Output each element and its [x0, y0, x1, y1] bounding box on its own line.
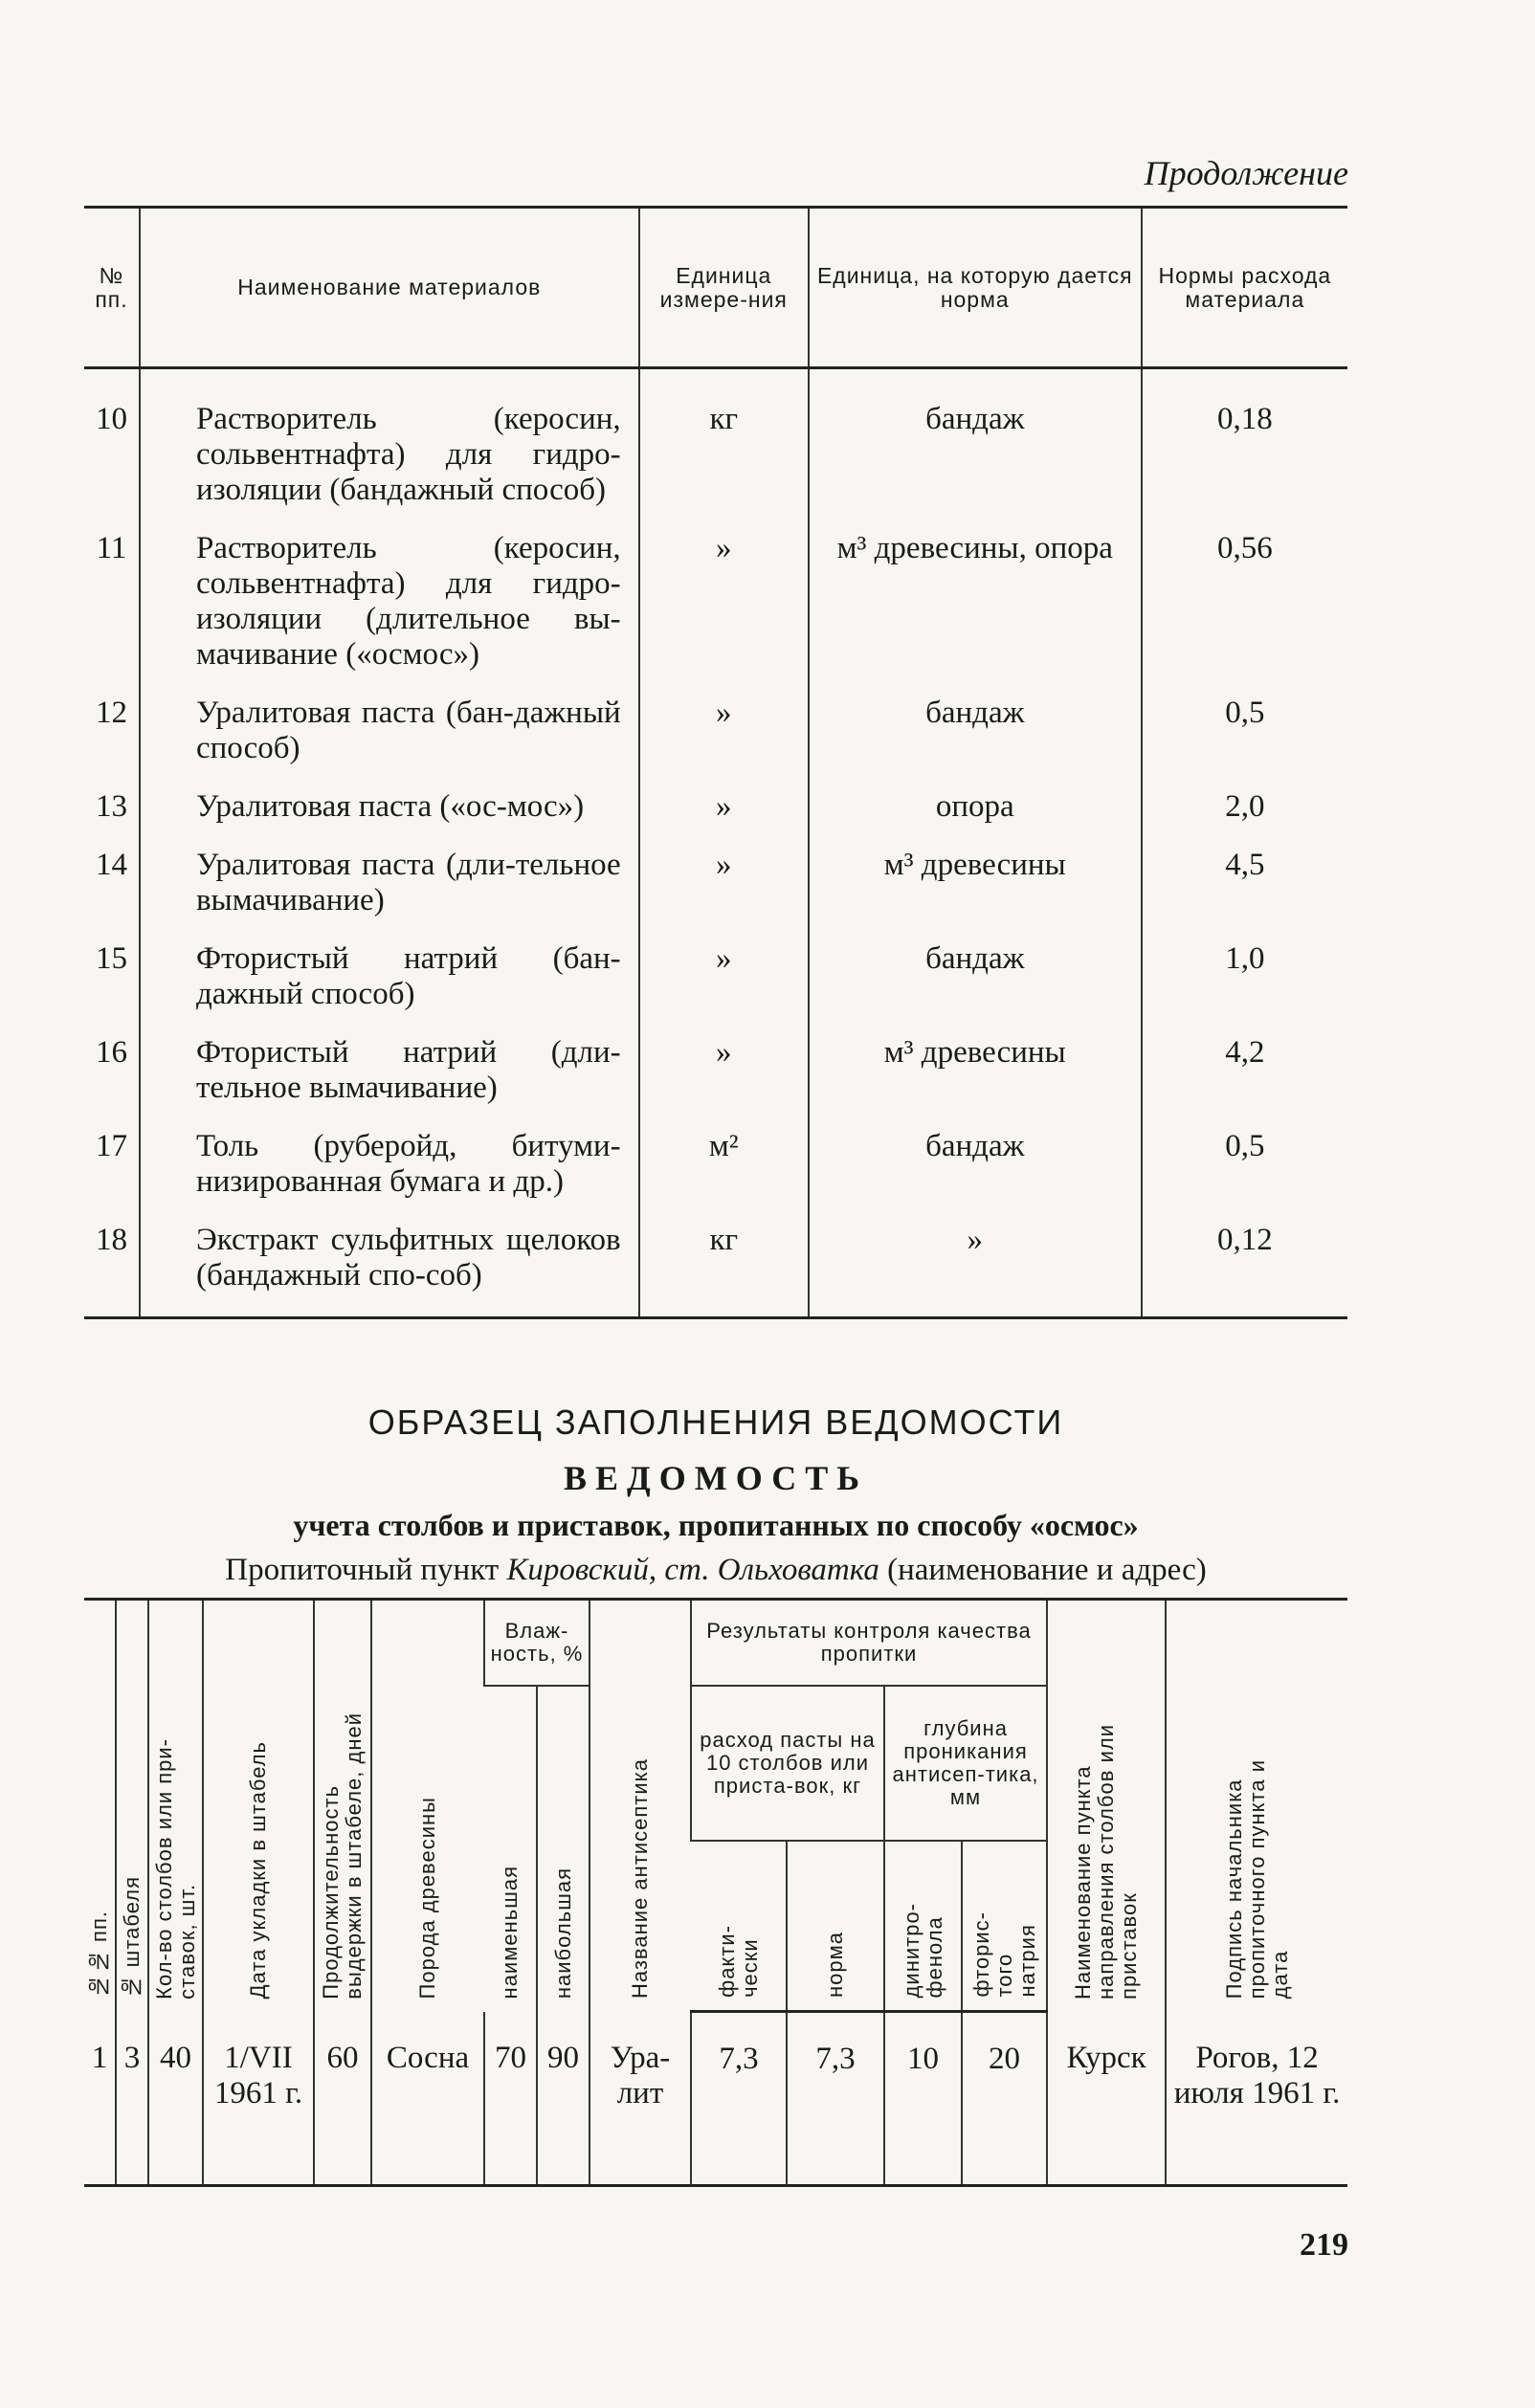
row-norm: 1,0: [1142, 941, 1347, 1035]
header-destination: Наименование пункта направления столбов или приставок: [1047, 1600, 1166, 2012]
row-norm: 0,12: [1142, 1223, 1347, 1318]
cell-dinitrophenol: 10: [884, 2012, 962, 2186]
row-norm: 2,0: [1142, 789, 1347, 848]
header-signature: Подпись начальника пропиточного пункта и дата: [1166, 1600, 1347, 2012]
row-num: 16: [95, 1035, 127, 1070]
row-name: Уралитовая паста (дли-тельное вымачивание): [140, 848, 639, 941]
point-note: (наименование и адрес): [887, 1553, 1207, 1587]
row-per-unit: бандаж: [809, 1129, 1142, 1223]
row-unit: »: [639, 789, 809, 848]
norms-table: [84, 206, 1347, 1319]
row-num: 17: [95, 1129, 127, 1163]
table-row: [84, 941, 1347, 1035]
cell-humidity-max: 90: [537, 2012, 590, 2186]
row-norm: 4,5: [1142, 848, 1347, 941]
row-name: Фтористый натрий (дли-тельное вымачивание): [140, 1035, 639, 1129]
header-dinitrophenol: динитро- фенола: [884, 1841, 962, 2012]
row-unit: »: [639, 531, 809, 696]
header-date: Дата укладки в штабель: [203, 1600, 314, 2012]
cell-humidity-min: 70: [484, 2012, 537, 2186]
row-per-unit: м³ древесины, опора: [809, 531, 1142, 696]
header-sodium-fluoride: фторис- того натрия: [962, 1841, 1047, 2012]
header-humidity: Влаж-ность, %: [484, 1600, 590, 1687]
row-unit: »: [639, 1035, 809, 1129]
row-unit: м²: [639, 1129, 809, 1223]
row-unit: кг: [639, 1223, 809, 1318]
row-num: 18: [84, 1223, 140, 1318]
table-row: [84, 696, 1347, 789]
table-row: [84, 531, 1347, 696]
row-num: 14: [95, 848, 127, 882]
impregnation-point-line: [84, 1553, 1347, 1588]
header-per-unit: Единица, на которую дается норма: [809, 208, 1142, 368]
row-unit: кг: [639, 368, 809, 532]
row-per-unit: бандаж: [809, 941, 1142, 1035]
table-row: [84, 789, 1347, 848]
cell-sodium-fluoride: 20: [962, 2012, 1047, 2186]
cell-signature: Рогов, 12 июля 1961 г.: [1166, 2012, 1347, 2186]
row-per-unit: бандаж: [809, 696, 1142, 789]
cell-date: 1/VII 1961 г.: [203, 2012, 314, 2186]
row-per-unit: м³ древесины: [809, 848, 1142, 941]
cell-actual: 7,3: [691, 2012, 787, 2186]
statement-title: ВЕДОМОСТЬ: [563, 1459, 869, 1497]
row-unit: »: [639, 941, 809, 1035]
header-antiseptic: Название антисептика: [590, 1600, 691, 2012]
row-num: 13: [95, 789, 127, 824]
row-name: Толь (руберойд, битуми-низированная бумага и др.): [140, 1129, 639, 1223]
row-name: Растворитель (керосин, сольвентнафта) для гидро-изоляции (бандажный способ): [140, 368, 639, 532]
header-norm: Нормы расхода материала: [1142, 208, 1347, 368]
page-number: 219: [1300, 2227, 1348, 2263]
row-per-unit: »: [809, 1223, 1142, 1318]
header-unit: Единица измере-ния: [639, 208, 809, 368]
sample-heading: ОБРАЗЕЦ ЗАПОЛНЕНИЯ ВЕДОМОСТИ: [367, 1403, 1064, 1442]
table-row: [84, 2012, 1347, 2186]
row-num: 15: [95, 941, 127, 976]
row-norm: 0,5: [1142, 696, 1347, 789]
header-humidity-max: наибольшая: [537, 1686, 590, 2012]
cell-num: 1: [84, 2012, 116, 2186]
row-per-unit: м³ древесины: [809, 1035, 1142, 1129]
header-depth: глубина проникания антисеп-тика, мм: [884, 1686, 1047, 1841]
point-name: Кировский, ст. Ольховатка: [506, 1553, 879, 1587]
row-per-unit: опора: [809, 789, 1142, 848]
cell-destination: Курск: [1047, 2012, 1166, 2186]
row-norm: 0,18: [1142, 368, 1347, 532]
header-humidity-min: наименьшая: [484, 1686, 537, 2012]
row-norm: 4,2: [1142, 1035, 1347, 1129]
header-stack: № штабеля: [116, 1600, 148, 2012]
cell-count: 40: [148, 2012, 203, 2186]
point-label: Пропиточный пункт: [225, 1553, 500, 1587]
header-norm: норма: [787, 1841, 884, 2012]
table-row: [84, 848, 1347, 941]
row-name: Фтористый натрий (бан-дажный способ): [140, 941, 639, 1035]
header-results: Результаты контроля качества пропитки: [691, 1600, 1047, 1687]
row-unit: »: [639, 696, 809, 789]
table-row: [84, 1129, 1347, 1223]
cell-norm: 7,3: [787, 2012, 884, 2186]
row-num: 10: [95, 402, 127, 436]
statement-subtitle: учета столбов и приставок, пропитанных по способу «осмос»: [293, 1508, 1139, 1542]
cell-stack: 3: [116, 2012, 148, 2186]
header-wood: Порода древесины: [371, 1600, 484, 2012]
row-unit: »: [639, 848, 809, 941]
cell-duration: 60: [314, 2012, 371, 2186]
row-norm: 0,5: [1142, 1129, 1347, 1223]
norms-table-header: [84, 208, 1347, 368]
header-duration: Продолжительность выдержки в штабеле, дней: [314, 1600, 371, 2012]
row-name: Растворитель (керосин, сольвентнафта) для гидро-изоляции (длительное вы-мачивание («осмос»): [140, 531, 639, 696]
row-name: Экстракт сульфитных щелоков (бандажный спо-соб): [140, 1223, 639, 1318]
row-name: Уралитовая паста (бан-дажный способ): [140, 696, 639, 789]
header-paste: расход пасты на 10 столбов или пристa-вок, кг: [691, 1686, 884, 1841]
table-row: [84, 1035, 1347, 1129]
row-num: 11: [96, 531, 127, 565]
header-name: Наименование материалов: [140, 208, 639, 368]
header-count: Кол-во столбов или при- ставок, шт.: [148, 1600, 203, 2012]
row-num: 12: [95, 696, 127, 730]
header-num: № пп.: [84, 208, 140, 368]
row-norm: 0,56: [1142, 531, 1347, 696]
table-row: [84, 368, 1347, 532]
cell-wood: Сосна: [371, 2012, 484, 2186]
continuation-label: Продолжение: [1144, 154, 1348, 192]
header-row-num: №№ пп.: [84, 1600, 116, 2012]
table-row: [84, 1223, 1347, 1318]
row-name: Уралитовая паста («ос-мос»): [140, 789, 639, 848]
row-per-unit: бандаж: [809, 368, 1142, 532]
register-table: [84, 1598, 1347, 2187]
cell-antiseptic: Ура-лит: [590, 2012, 691, 2186]
header-actual: факти- чески: [691, 1841, 787, 2012]
